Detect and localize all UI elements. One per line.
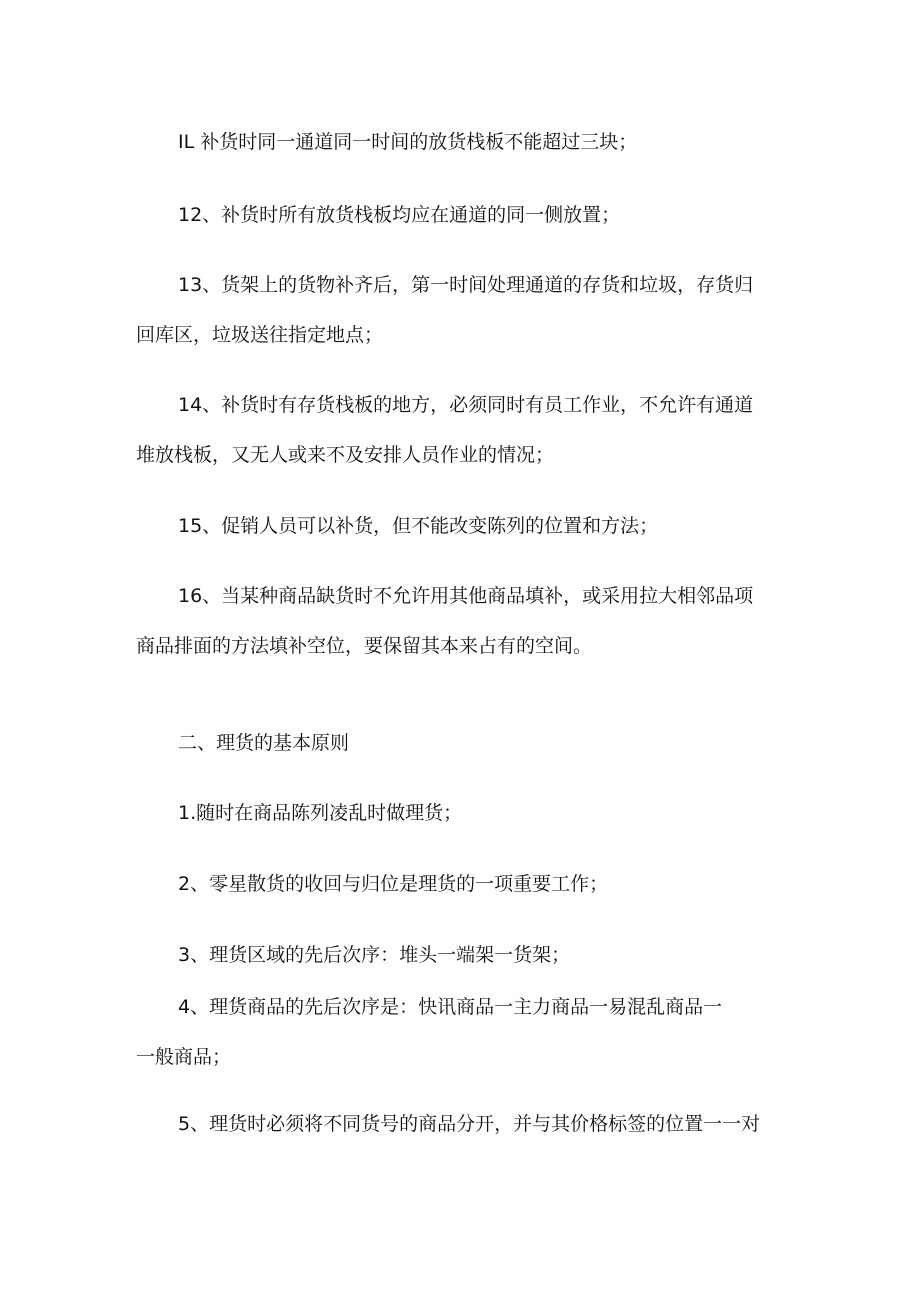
paragraph-line: 商品排面的方法填补空位，要保留其本来占有的空间。 <box>136 635 593 657</box>
paragraph-item-14 <box>136 380 786 480</box>
paragraph-line: 5、理货时必须将不同货号的商品分开，并与其价格标签的位置一一对 <box>178 1113 761 1135</box>
principle-item-2 <box>136 859 786 909</box>
section-heading <box>136 718 786 768</box>
paragraph-line: 一般商品； <box>136 1046 232 1068</box>
paragraph-line: 2、零星散货的收回与归位是理货的一项重要工作； <box>178 873 609 895</box>
paragraph-item-15 <box>136 501 786 551</box>
paragraph-item-11 <box>136 117 786 167</box>
paragraph-line: 16、当某种商品缺货时不允许用其他商品填补，或采用拉大相邻品项 <box>178 585 754 607</box>
paragraph-line: IL 补货时同一通道同一时间的放货栈板不能超过三块； <box>178 131 638 153</box>
principle-item-3 <box>136 930 786 980</box>
paragraph-line: 13、货架上的货物补齐后，第一时间处理通道的存货和垃圾，存货归 <box>178 274 754 296</box>
principle-item-5 <box>136 1099 786 1149</box>
paragraph-line: 12、补货时所有放货栈板均应在通道的同一侧放置； <box>178 204 621 226</box>
paragraph-line: 回库区，垃圾送往指定地点； <box>136 324 384 346</box>
paragraph-item-12 <box>136 190 786 240</box>
paragraph-line: 15、促销人员可以补货，但不能改变陈列的位置和方法； <box>178 515 659 537</box>
paragraph-line: 3、理货区域的先后次序：堆头一端架一货架； <box>178 944 571 966</box>
section-heading-text: 二、理货的基本原则 <box>178 732 350 754</box>
paragraph-line: 14、补货时有存货栈板的地方，必须同时有员工作业，不允许有通道 <box>178 394 754 416</box>
paragraph-item-13 <box>136 260 786 360</box>
paragraph-item-16 <box>136 571 786 671</box>
principle-item-4 <box>136 982 786 1082</box>
paragraph-line: 4、理货商品的先后次序是：快讯商品一主力商品一易混乱商品一 <box>178 996 723 1018</box>
principle-item-1 <box>136 788 786 838</box>
paragraph-line: 堆放栈板，又无人或来不及安排人员作业的情况； <box>136 444 555 466</box>
paragraph-line: 1.随时在商品陈列凌乱时做理货； <box>178 802 463 824</box>
